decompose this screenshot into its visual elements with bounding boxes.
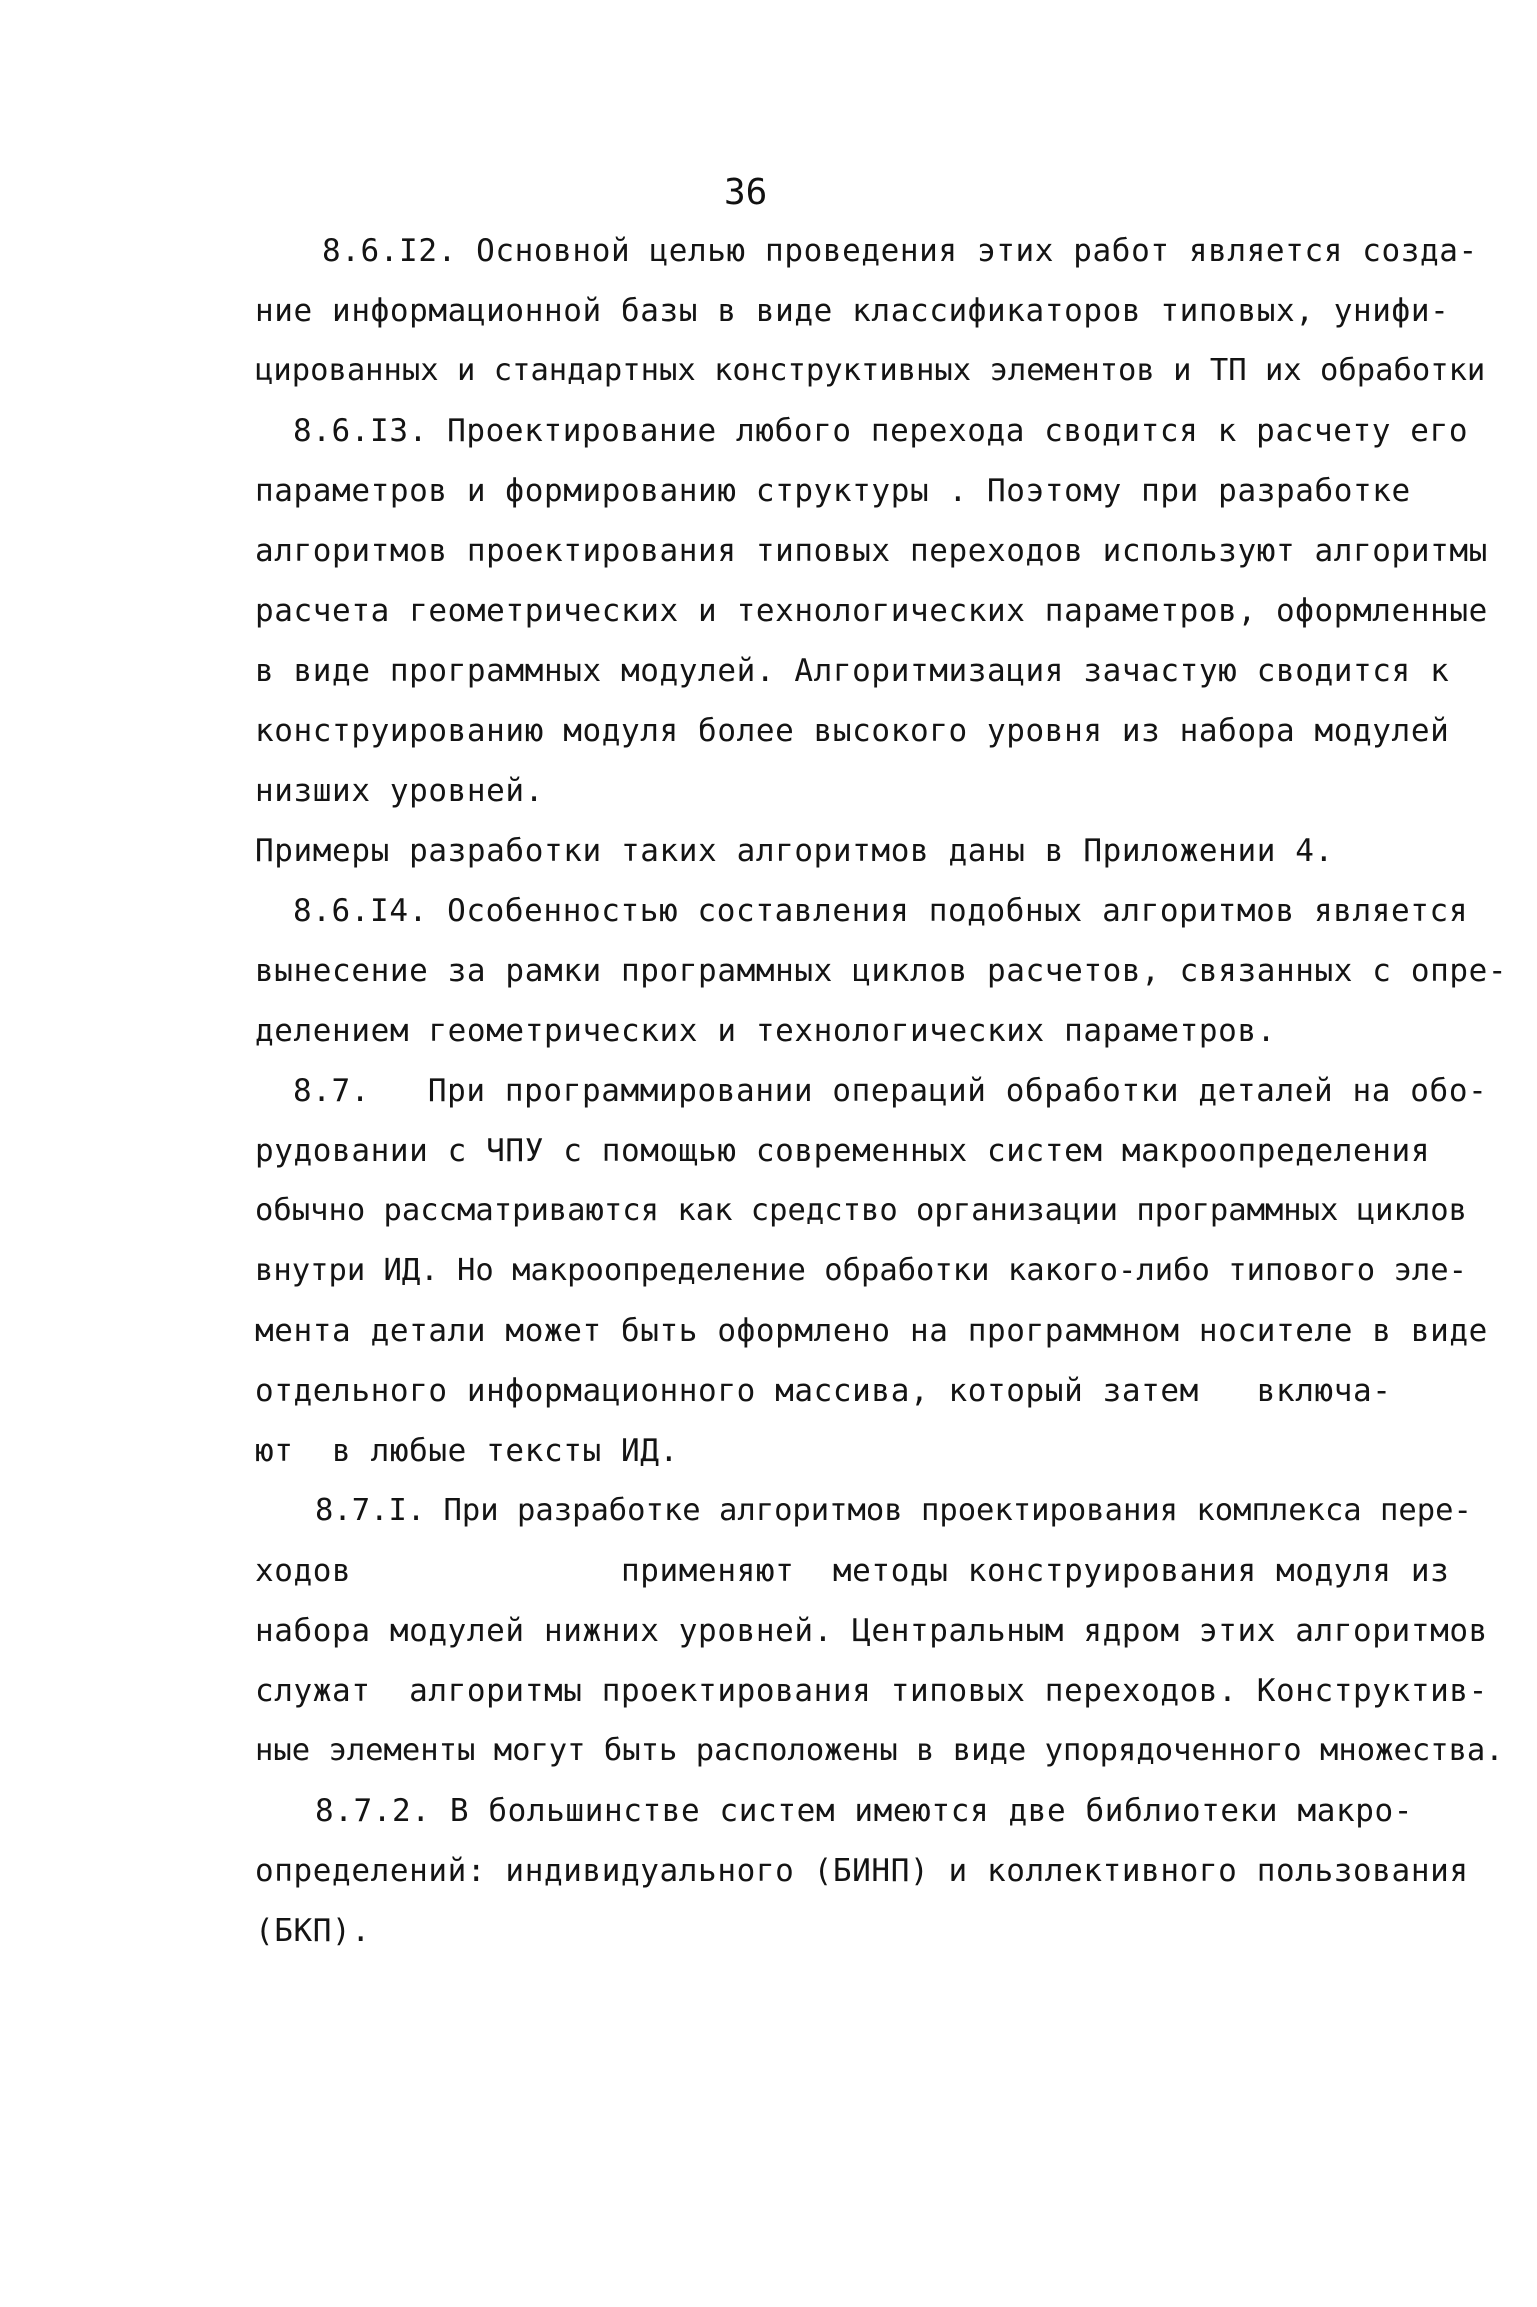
text-line: рудовании с ЧПУ с помощью современных систем макроопределения xyxy=(255,1133,1431,1169)
text-line: ют в любые тексты ИД. xyxy=(255,1433,679,1469)
text-line: 8.7.I. При разработке алгоритмов проектирования комплекса пере- xyxy=(315,1493,1472,1528)
text-line: служат алгоритмы проектирования типовых переходов. Конструктив- xyxy=(255,1673,1488,1709)
text-line: ходов применяют методы конструирования модуля из xyxy=(255,1553,1450,1589)
text-line: параметров и формированию структуры . Поэтому при разработке xyxy=(255,473,1411,509)
text-line: 8.6.I2. Основной целью проведения этих работ является созда- xyxy=(322,233,1478,269)
text-line: конструированию модуля более высокого уровня из набора модулей xyxy=(255,713,1450,749)
text-line: в виде программных модулей. Алгоритмизация зачастую сводится к xyxy=(255,653,1450,689)
text-line: делением геометрических и технологических параметров. xyxy=(255,1013,1276,1049)
text-line: отдельного информационного массива, который затем включа- xyxy=(255,1373,1392,1409)
text-line: 8.6.I3. Проектирование любого перехода сводится к расчету его xyxy=(293,413,1469,449)
text-line: ные элементы могут быть расположены в виде упорядоченного множества. xyxy=(255,1733,1504,1768)
text-line: мента детали может быть оформлено на программном носителе в виде xyxy=(255,1313,1488,1349)
text-line: низших уровней. xyxy=(255,773,544,809)
text-line: (БКП). xyxy=(255,1913,371,1949)
text-line: ние информационной базы в виде классификаторов типовых, унифи- xyxy=(255,293,1450,329)
text-line: 8.7. При программировании операций обработки деталей на обо- xyxy=(293,1073,1488,1109)
text-line: набора модулей нижних уровней. Центральным ядром этих алгоритмов xyxy=(255,1613,1488,1649)
text-line: алгоритмов проектирования типовых переходов используют алгоритмы xyxy=(255,533,1488,569)
text-line: внутри ИД. Но макроопределение обработки какого-либо типового эле- xyxy=(255,1253,1467,1288)
text-line: вынесение за рамки программных циклов расчетов, связанных с опре- xyxy=(255,953,1508,989)
text-line: обычно рассматриваются как средство организации программных циклов xyxy=(255,1193,1467,1228)
page-number: 36 xyxy=(724,172,768,213)
text-line: 8.7.2. В большинстве систем имеются две библиотеки макро- xyxy=(315,1793,1414,1829)
text-line: 8.6.I4. Особенностью составления подобных алгоритмов является xyxy=(293,893,1469,929)
text-line: расчета геометрических и технологических параметров, оформленные xyxy=(255,593,1488,629)
text-line: цированных и стандартных конструктивных элементов и ТП их обработки xyxy=(255,353,1486,388)
text-line: Примеры разработки таких алгоритмов даны в Приложении 4. xyxy=(255,833,1334,869)
text-line: определений: индивидуального (БИНП) и коллективного пользования xyxy=(255,1853,1469,1889)
